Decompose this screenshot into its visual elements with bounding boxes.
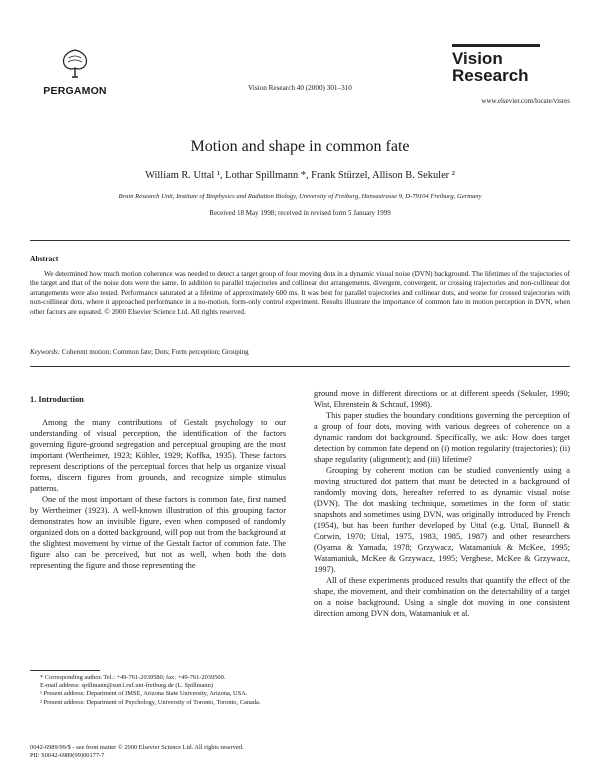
footnote: E-mail address: spillmann@sun1.ruf.uni-freiburg.de (L. Spillmann) — [40, 682, 213, 690]
keywords-label: Keywords: — [30, 348, 61, 356]
body-paragraph: One of the most important of these factors is common fate, first named by Wertheimer (1923). A well-known illustration of this grouping factor demonstrates how an invisible figure, even when composed of randomly organized dots on a dotted background, will pop out from the background at the slightest movement by virtue of the Gestalt factor of common fate. The figure also can be perceived, but not as well, when both the dots representing the figure and those representing the — [30, 495, 286, 570]
body-paragraph: Grouping by coherent motion can be studied conveniently using a moving structured dot pattern that must be detected in a background of randomly moving dots, hereafter referred to as dynamic visual noise (DVN). The dot masking technique, sometimes in the form of static snapshots and sometimes using DVN, was originally introduced by French (1954), but has been further developed by Uttal (e.g. Uttal, Bunnell & Corwin, 1970; Uttal, 1975, 1983, 1985, 1987) and other researchers (Oyama & Yamada, 1978; Grzywacz, Watamaniuk & McKee, 1995; Watamaniuk, McKee & Grzywacz, 1995; Verghese, McKee & Grzywacz, 1997). — [314, 466, 570, 574]
received-dates: Received 18 May 1998; received in revised form 5 January 1999 — [209, 209, 391, 217]
copyright-block — [30, 744, 430, 761]
journal-logo — [452, 44, 562, 84]
abstract-bottom-rule — [30, 366, 570, 367]
journal-name-line2: Research — [452, 66, 529, 85]
keywords — [30, 348, 570, 356]
footnote: ² Present address: Department of Psychology, University of Toronto, Toronto, Canada. — [40, 698, 261, 706]
body-paragraph: This paper studies the boundary conditions governing the perception of a group of four dots, moving with various degrees of coherence on a dynamic random dot background. Specifically, we ask: How does target detection by common fate depend on (i) motion regularity (trajectories); (ii) shape regularity (alignment); and (iii) lifetime? — [314, 411, 570, 464]
tree-logo-icon — [58, 48, 92, 78]
journal-url[interactable]: www.elsevier.com/locate/visres — [481, 97, 570, 105]
copyright-line: 0042-6989/99/$ - see front matter © 2000 Elsevier Science Ltd. All rights reserved. — [30, 744, 244, 751]
footnote: * Corresponding author. Tel.: +49-761-2039580; fax: +49-761-2039500. — [40, 674, 226, 681]
keywords-list: Coherent motion; Common fate; Dots; Form perception; Grouping — [61, 348, 249, 356]
body-paragraph: ground move in different directions or at different speeds (Sekuler, 1990; Wist, Ehrenstein & Schrauf, 1998). — [314, 389, 570, 409]
section-heading: 1. Introduction — [30, 395, 84, 404]
author-list: William R. Uttal ¹, Lothar Spillmann *, Frank Stürzel, Allison B. Sekuler ² — [145, 170, 455, 181]
pii-line: PII: S0042-6989(99)00177-7 — [30, 752, 105, 760]
publisher-name: PERGAMON — [43, 85, 107, 97]
affiliation: Brain Research Unit, Institute of Biophysics and Radiation Biology, University of Freiburg, Hansastrasse 9, D-79104 Freiburg, Germany — [118, 193, 482, 200]
journal-citation: Vision Research 40 (2000) 301–310 — [248, 84, 352, 92]
body-paragraph: Among the many contributions of Gestalt psychology to our understanding of visual perception, the identification of the factors governing figure-ground segregation and perceptual grouping are the most important (Wertheimer, 1923; Köhler, 1929; Koffka, 1935). These factors represent descriptions of the perceptual forces that help us organize visual forms, discern figures from grounds, and recognize simple stimulus patterns. — [30, 418, 286, 493]
footnote: ¹ Present address: Department of IMSE, Arizona State University, Arizona, USA. — [40, 690, 248, 698]
abstract-text: We determined how much motion coherence was needed to detect a target group of four moving dots in a dynamic visual noise (DVN) background. The lifetimes of the trajectories of the target and that of the noise dots were the same. In addition to parallel trajectories and collinear dot arrangements, divergent, convergent, or crossing trajectories and non-collinear dot arrangements were also tested. Performance saturated at a lifetime of approximately 600 ms. It was best for parallel trajectories and collinear dots, and worse for crossed trajectories with non-collinear dots, where it approached performance in a no-motion, form-only control experiment. Results illustrate the importance of common fate in motion perception in DVN, when other factors are equated. © 2000 Elsevier Science Ltd. All rights reserved. — [30, 270, 570, 316]
left-column — [30, 394, 286, 571]
logo-bar — [452, 44, 540, 47]
footnotes — [30, 674, 286, 707]
abstract-heading: Abstract — [30, 254, 59, 263]
abstract-top-rule — [30, 240, 570, 241]
article-title: Motion and shape in common fate — [190, 138, 410, 155]
body-paragraph: All of these experiments produced results that quantify the effect of the shape, the movement, and their combination on the detectability of a target on a noise background. Using a single dot moving in one consistent direction among DVN dots, Watamaniuk et al. — [314, 576, 570, 618]
footnote-rule — [30, 670, 100, 671]
right-column — [314, 388, 570, 619]
journal-name-line1: Vision — [452, 49, 503, 68]
